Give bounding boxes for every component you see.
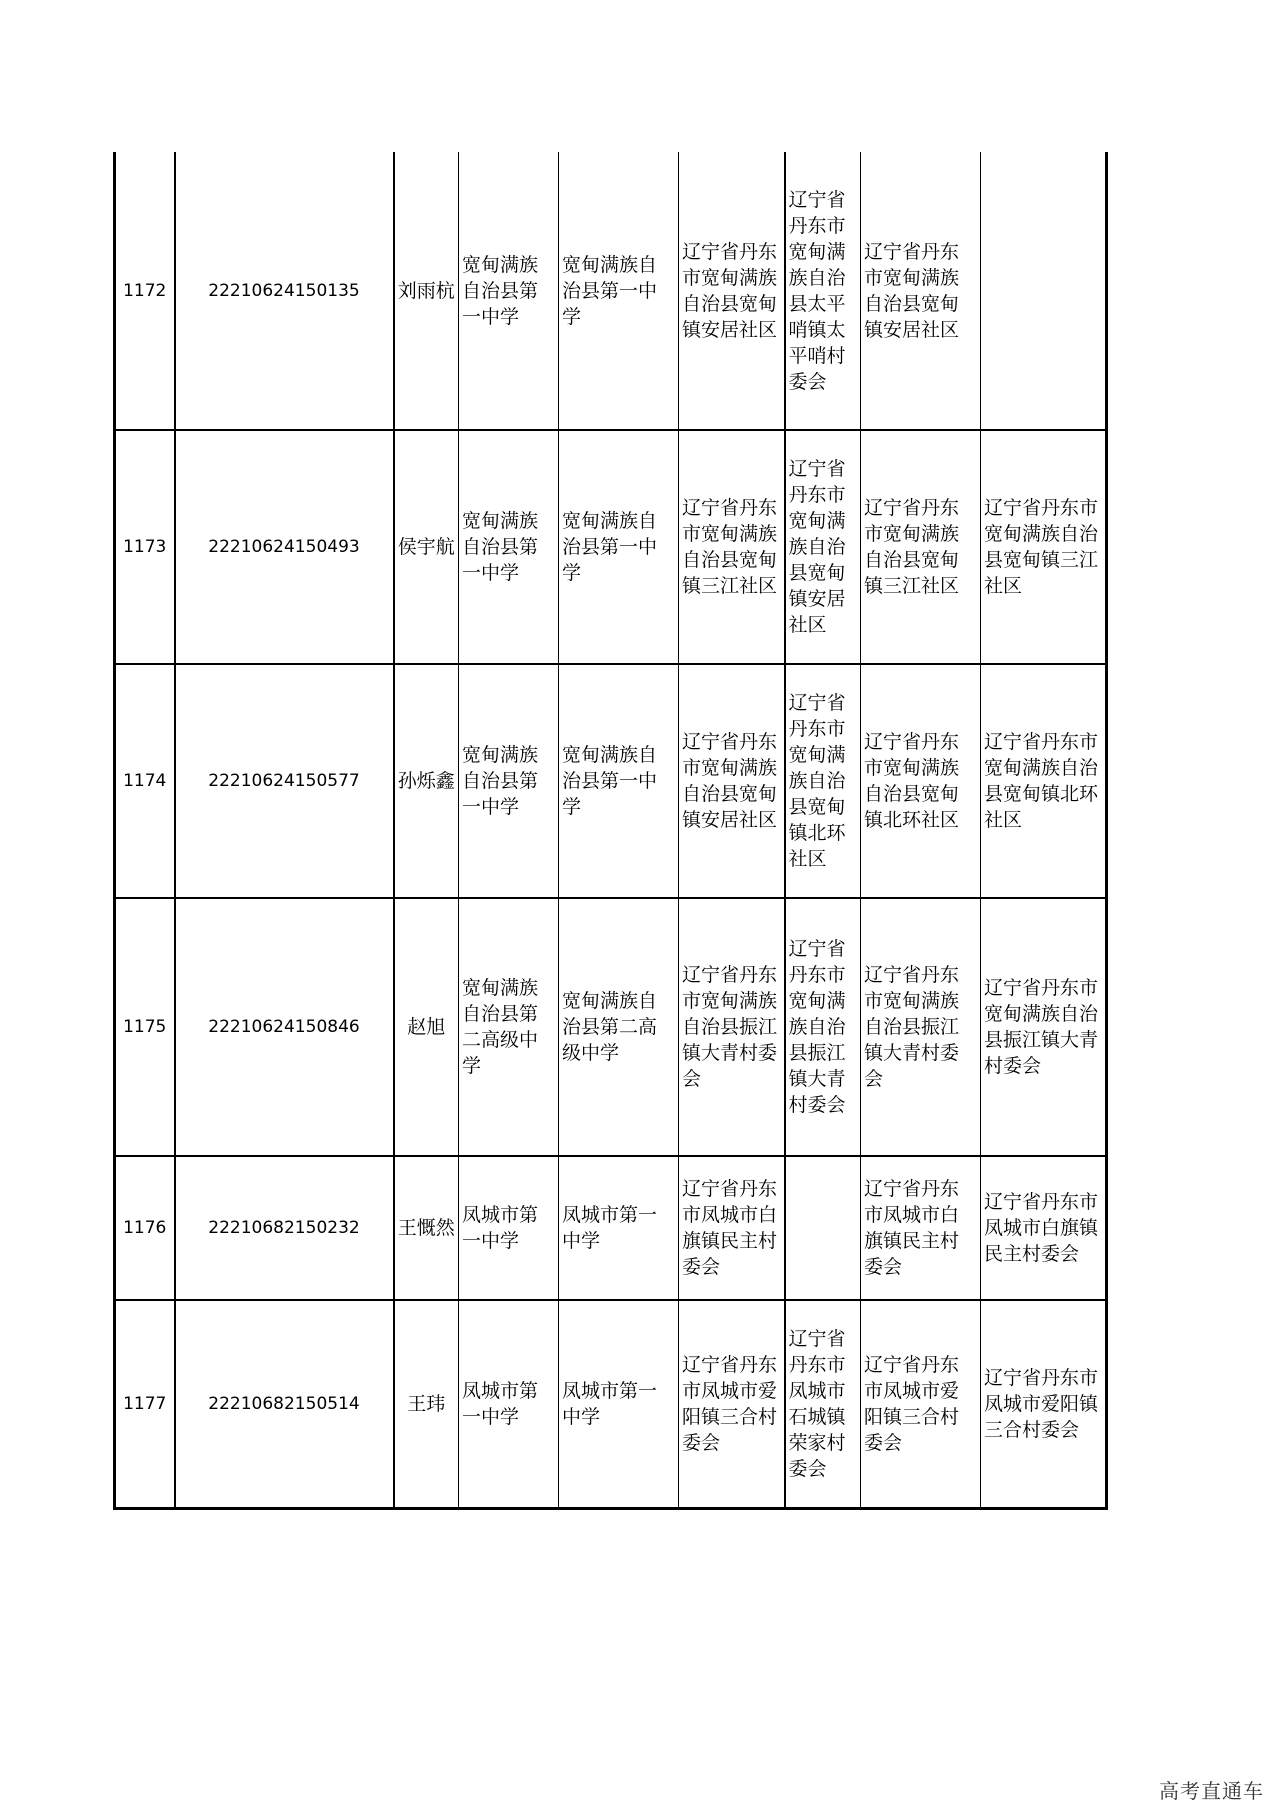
residence-cell: 辽宁省丹东市宽甸满族自治县宽甸镇安居社区	[861, 152, 981, 430]
hukou-cell: 辽宁省丹东市宽甸满族自治县宽甸镇三江社区	[679, 430, 785, 664]
parent-residence-cell: 辽宁省丹东市宽甸满族自治县振江镇大青村委会	[981, 898, 1107, 1156]
table-row	[115, 1156, 1107, 1300]
table-row	[115, 664, 1107, 898]
exam-id: 22210624150493	[175, 430, 394, 664]
hukou-cell: 辽宁省丹东市宽甸满族自治县振江镇大青村委会	[679, 898, 785, 1156]
school-cell: 宽甸满族自治县第二高级中学	[459, 898, 559, 1156]
table-row	[115, 152, 1107, 430]
parent-hukou-cell	[785, 1156, 861, 1300]
watermark-text: 高考直通车	[1159, 1779, 1264, 1803]
school-cell: 凤城市第一中学	[459, 1300, 559, 1508]
residence-cell: 辽宁省丹东市凤城市爱阳镇三合村委会	[861, 1300, 981, 1508]
student-name: 王慨然	[394, 1156, 459, 1300]
residence-cell: 辽宁省丹东市凤城市白旗镇民主村委会	[861, 1156, 981, 1300]
parent-residence-cell: 辽宁省丹东市凤城市爱阳镇三合村委会	[981, 1300, 1107, 1508]
parent-hukou-cell: 辽宁省丹东市宽甸满族自治县宽甸镇北环社区	[785, 664, 861, 898]
school-cell: 宽甸满族自治县第一中学	[459, 152, 559, 430]
table-row	[115, 1300, 1107, 1508]
parent-hukou-cell: 辽宁省丹东市宽甸满族自治县太平哨镇太平哨村委会	[785, 152, 861, 430]
hukou-cell: 辽宁省丹东市凤城市白旗镇民主村委会	[679, 1156, 785, 1300]
row-index: 1176	[115, 1156, 175, 1300]
parent-residence-cell: 辽宁省丹东市宽甸满族自治县宽甸镇三江社区	[981, 430, 1107, 664]
row-index: 1174	[115, 664, 175, 898]
student-name: 王玮	[394, 1300, 459, 1508]
school-reg-cell: 宽甸满族自治县第一中学	[559, 152, 679, 430]
student-table	[113, 152, 1108, 1510]
school-reg-cell: 宽甸满族自治县第一中学	[559, 430, 679, 664]
student-name: 侯宇航	[394, 430, 459, 664]
parent-hukou-cell: 辽宁省丹东市宽甸满族自治县振江镇大青村委会	[785, 898, 861, 1156]
school-cell: 凤城市第一中学	[459, 1156, 559, 1300]
parent-residence-cell: 辽宁省丹东市凤城市白旗镇民主村委会	[981, 1156, 1107, 1300]
table-row	[115, 430, 1107, 664]
row-index: 1173	[115, 430, 175, 664]
school-reg-cell: 宽甸满族自治县第一中学	[559, 664, 679, 898]
row-index: 1177	[115, 1300, 175, 1508]
student-name: 刘雨杭	[394, 152, 459, 430]
parent-residence-cell: 辽宁省丹东市宽甸满族自治县宽甸镇北环社区	[981, 664, 1107, 898]
parent-hukou-cell: 辽宁省丹东市宽甸满族自治县宽甸镇安居社区	[785, 430, 861, 664]
school-cell: 宽甸满族自治县第一中学	[459, 430, 559, 664]
parent-residence-cell	[981, 152, 1107, 430]
parent-hukou-cell: 辽宁省丹东市凤城市石城镇荣家村委会	[785, 1300, 861, 1508]
exam-id: 22210624150135	[175, 152, 394, 430]
school-reg-cell: 凤城市第一中学	[559, 1156, 679, 1300]
hukou-cell: 辽宁省丹东市凤城市爱阳镇三合村委会	[679, 1300, 785, 1508]
row-index: 1175	[115, 898, 175, 1156]
hukou-cell: 辽宁省丹东市宽甸满族自治县宽甸镇安居社区	[679, 152, 785, 430]
residence-cell: 辽宁省丹东市宽甸满族自治县宽甸镇北环社区	[861, 664, 981, 898]
row-index: 1172	[115, 152, 175, 430]
school-cell: 宽甸满族自治县第一中学	[459, 664, 559, 898]
exam-id: 22210624150846	[175, 898, 394, 1156]
residence-cell: 辽宁省丹东市宽甸满族自治县振江镇大青村委会	[861, 898, 981, 1156]
exam-id: 22210624150577	[175, 664, 394, 898]
school-reg-cell: 宽甸满族自治县第二高级中学	[559, 898, 679, 1156]
exam-id: 22210682150232	[175, 1156, 394, 1300]
residence-cell: 辽宁省丹东市宽甸满族自治县宽甸镇三江社区	[861, 430, 981, 664]
student-name: 孙烁鑫	[394, 664, 459, 898]
hukou-cell: 辽宁省丹东市宽甸满族自治县宽甸镇安居社区	[679, 664, 785, 898]
school-reg-cell: 凤城市第一中学	[559, 1300, 679, 1508]
exam-id: 22210682150514	[175, 1300, 394, 1508]
table-row	[115, 898, 1107, 1156]
student-name: 赵旭	[394, 898, 459, 1156]
